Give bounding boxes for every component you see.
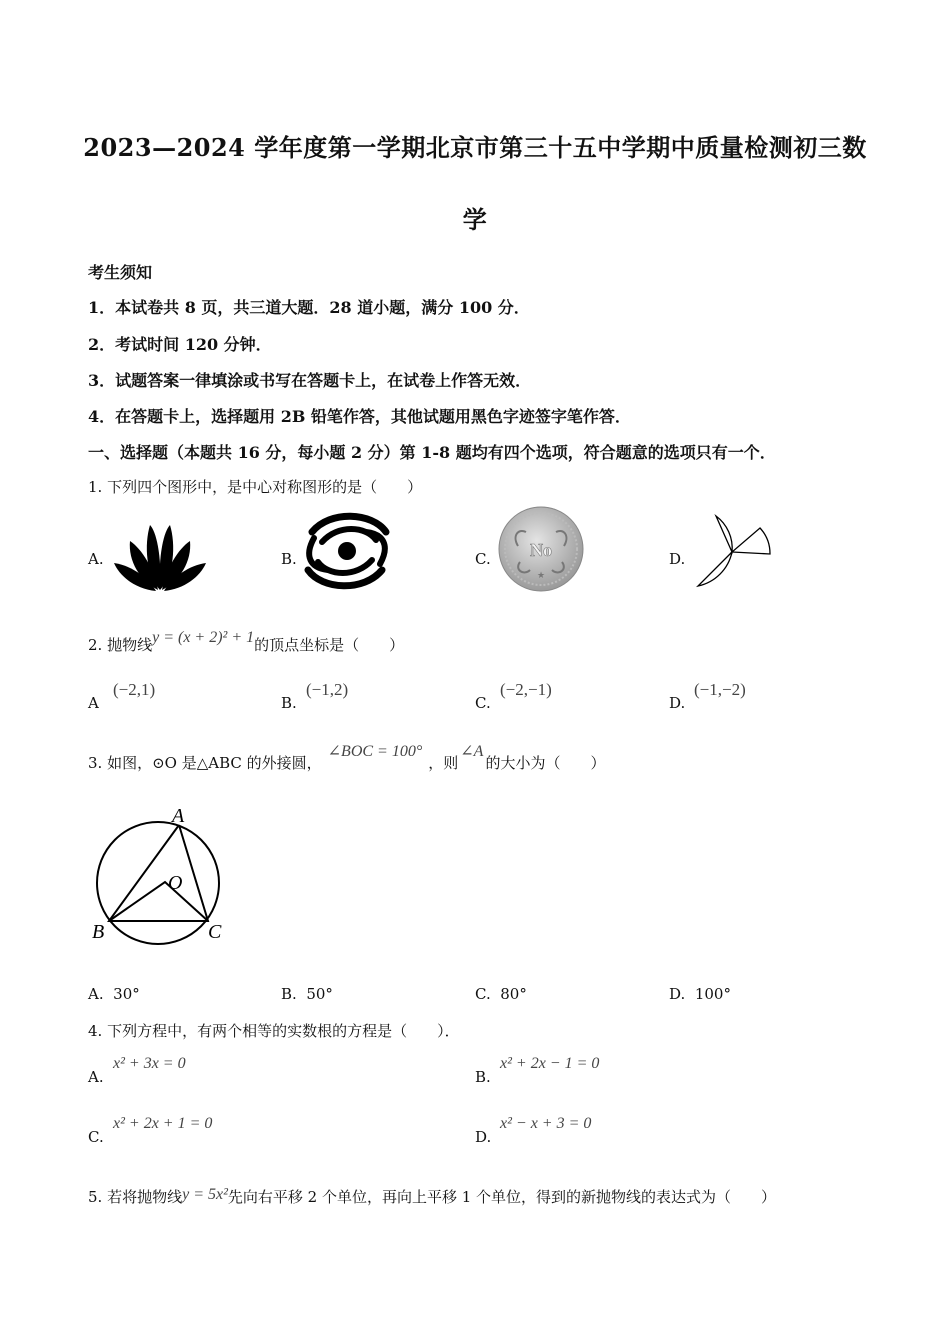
q3-stem-mid: ，则 xyxy=(428,754,459,772)
q2-option-b-value: (−1,2) xyxy=(306,680,349,699)
q1-option-d-label: D. xyxy=(669,550,686,568)
q1-option-b-swirl-icon xyxy=(300,508,394,594)
figure-label-c: C xyxy=(208,921,222,943)
svg-text:★: ★ xyxy=(536,570,546,580)
q3-angle-boc: ∠BOC = 100° xyxy=(327,743,423,760)
q3-option-a-value: 30° xyxy=(113,985,140,1003)
q3-option-b-value: 50° xyxy=(306,985,333,1003)
page-title-line2: 学 xyxy=(462,205,488,234)
q3-stem-pre: 3. 如图，⊙O 是△ABC 的外接圆， xyxy=(88,754,322,772)
q4-option-b-label: B. xyxy=(475,1068,491,1086)
q2-option-a-label: A xyxy=(88,694,99,712)
q2-option-c-label: C. xyxy=(475,694,491,712)
figure-label-o: O xyxy=(168,872,183,894)
q1-option-a-label: A. xyxy=(88,550,104,568)
q2-option-a-value: (−2,1) xyxy=(113,680,156,699)
q3-option-c xyxy=(475,985,527,1003)
q5-formula: y = 5x² xyxy=(182,1186,228,1203)
q1-option-d-pinwheel-icon xyxy=(692,512,774,592)
q3-option-a-label: A. xyxy=(88,985,104,1003)
q2-option-c-value: (−2,−1) xyxy=(500,680,552,699)
q3-option-b xyxy=(281,985,333,1003)
q4-option-b-value: x² + 2x − 1 = 0 xyxy=(500,1055,600,1072)
question-5-stem xyxy=(88,1186,776,1207)
q2-option-b-label: B. xyxy=(281,694,297,712)
q4-option-d-value: x² − x + 3 = 0 xyxy=(500,1115,592,1132)
q1-option-b-label: B. xyxy=(281,550,297,568)
q2-option-d-label: D. xyxy=(669,694,686,712)
section-heading: 一、选择题（本题共 16 分，每小题 2 分）第 1-8 题均有四个选项，符合题意的选项只有一个． xyxy=(88,443,776,462)
q4-option-a-label: A. xyxy=(88,1068,104,1086)
notice-item-3: 3．试题答案一律填涂或书写在答题卡上，在试卷上作答无效． xyxy=(88,371,532,390)
q3-stem-post: 的大小为（ ） xyxy=(485,754,606,772)
q1-option-c-label: C. xyxy=(475,550,491,568)
q3-option-b-label: B. xyxy=(281,985,297,1003)
q4-option-d-label: D. xyxy=(475,1128,492,1146)
q5-stem-post: 先向右平移 2 个单位，再向上平移 1 个单位，得到的新抛物线的表达式为（ ） xyxy=(227,1188,777,1206)
q3-option-c-label: C. xyxy=(475,985,491,1003)
q2-option-d-value: (−1,−2) xyxy=(694,680,746,699)
question-2-stem xyxy=(88,629,405,655)
coin-text: No xyxy=(530,540,552,560)
notice-heading: 考生须知 xyxy=(88,263,153,282)
q1-option-a-logo-icon xyxy=(110,515,210,595)
question-1-stem: 1. 下列四个图形中，是中心对称图形的是（ ） xyxy=(88,478,423,496)
q3-option-d-value: 100° xyxy=(694,985,731,1003)
q4-option-a-value: x² + 3x = 0 xyxy=(113,1055,186,1072)
q3-angle-a: ∠A xyxy=(460,743,484,760)
notice-item-1: 1．本试卷共 8 页，共三道大题．28 道小题，满分 100 分． xyxy=(88,298,530,317)
figure-label-a: A xyxy=(172,805,185,827)
notice-item-2: 2．考试时间 120 分钟． xyxy=(88,335,272,354)
question-3-stem xyxy=(88,743,606,773)
q3-option-a xyxy=(88,985,140,1003)
question-4-stem: 4. 下列方程中，有两个相等的实数根的方程是（ ）． xyxy=(88,1022,460,1040)
q2-stem-pre: 2. 抛物线 xyxy=(88,636,153,654)
q3-option-d xyxy=(669,985,731,1003)
q3-option-c-value: 80° xyxy=(500,985,527,1003)
q3-option-d-label: D. xyxy=(669,985,686,1003)
figure-label-b: B xyxy=(92,921,105,943)
page-title-line1: 2023—2024 学年度第一学期北京市第三十五中学期中质量检测初三数 xyxy=(83,133,867,162)
q3-circle-figure xyxy=(88,800,238,950)
q4-option-c-label: C. xyxy=(88,1128,104,1146)
q4-option-c-value: x² + 2x + 1 = 0 xyxy=(113,1115,213,1132)
q2-stem-post: 的顶点坐标是（ ） xyxy=(254,636,405,654)
q2-formula: y = (x + 2)² + 1 xyxy=(152,629,255,646)
q5-stem-pre: 5. 若将抛物线 xyxy=(88,1188,183,1206)
notice-item-4: 4．在答题卡上，选择题用 2B 铅笔作答，其他试题用黑色字迹签字笔作答． xyxy=(88,407,631,426)
q1-option-c-coin-icon xyxy=(498,506,584,592)
